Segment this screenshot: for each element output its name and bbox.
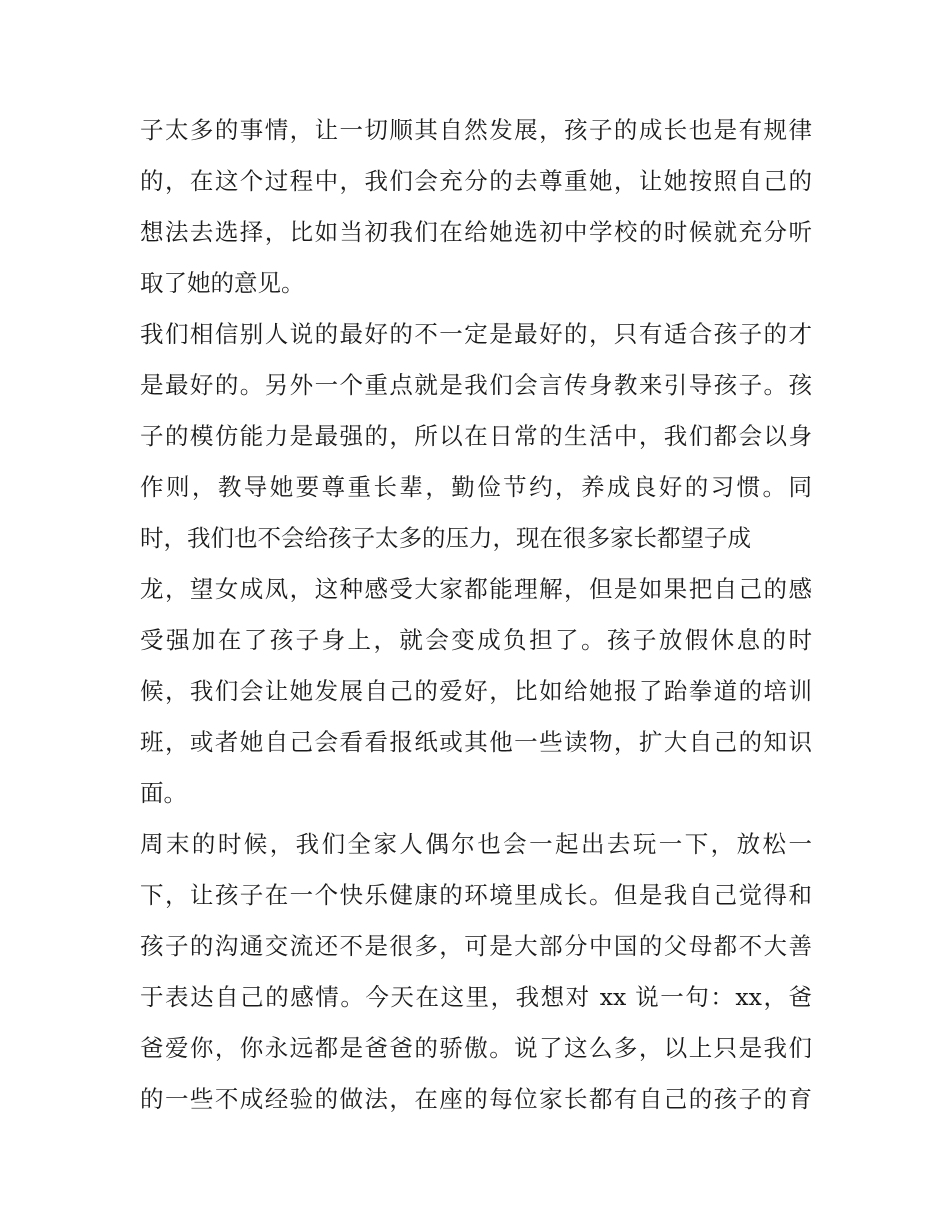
paragraph bbox=[140, 819, 812, 1125]
text-line: 的，在这个过程中，我们会充分的去尊重她，让她按照自己的 bbox=[140, 167, 812, 195]
text-line: 面。 bbox=[140, 779, 187, 807]
text-line: 作则，教导她要尊重长辈，勤俭节约，养成良好的习惯。同 bbox=[140, 473, 812, 501]
text-line: 下，让孩子在一个快乐健康的环境里成长。但是我自己觉得和 bbox=[140, 881, 812, 909]
paragraph bbox=[140, 105, 812, 309]
document-body bbox=[140, 105, 812, 1125]
text-line: 取了她的意见。 bbox=[140, 269, 305, 297]
text-line: 是最好的。另外一个重点就是我们会言传身教来引导孩子。孩 bbox=[140, 371, 812, 399]
paragraph bbox=[140, 309, 812, 819]
text-line: 候，我们会让她发展自己的爱好，比如给她报了跆拳道的培训 bbox=[140, 677, 812, 705]
text-line: 子太多的事情，让一切顺其自然发展，孩子的成长也是有规律 bbox=[140, 116, 812, 144]
text-line: 爸爱你，你永远都是爸爸的骄傲。说了这么多，以上只是我们 bbox=[140, 1034, 812, 1062]
text-line: 孩子的沟通交流还不是很多，可是大部分中国的父母都不大善 bbox=[140, 932, 812, 960]
text-line: 班，或者她自己会看看报纸或其他一些读物，扩大自己的知识 bbox=[140, 728, 812, 756]
text-line: 受强加在了孩子身上，就会变成负担了。孩子放假休息的时 bbox=[140, 626, 812, 654]
text-line: 龙，望女成凤，这种感受大家都能理解，但是如果把自己的感 bbox=[140, 575, 812, 603]
text-line: 于表达自己的感情。今天在这里，我想对 xx 说一句：xx，爸 bbox=[140, 983, 812, 1011]
text-line: 时，我们也不会给孩子太多的压力，现在很多家长都望子成 bbox=[140, 524, 751, 552]
text-line: 子的模仿能力是最强的，所以在日常的生活中，我们都会以身 bbox=[140, 422, 812, 450]
text-line: 想法去选择，比如当初我们在给她选初中学校的时候就充分听 bbox=[140, 218, 812, 246]
text-line: 的一些不成经验的做法，在座的每位家长都有自己的孩子的育 bbox=[140, 1085, 812, 1113]
text-line: 我们相信别人说的最好的不一定是最好的，只有适合孩子的才 bbox=[140, 320, 812, 348]
text-line: 周末的时候，我们全家人偶尔也会一起出去玩一下，放松一 bbox=[140, 830, 812, 858]
